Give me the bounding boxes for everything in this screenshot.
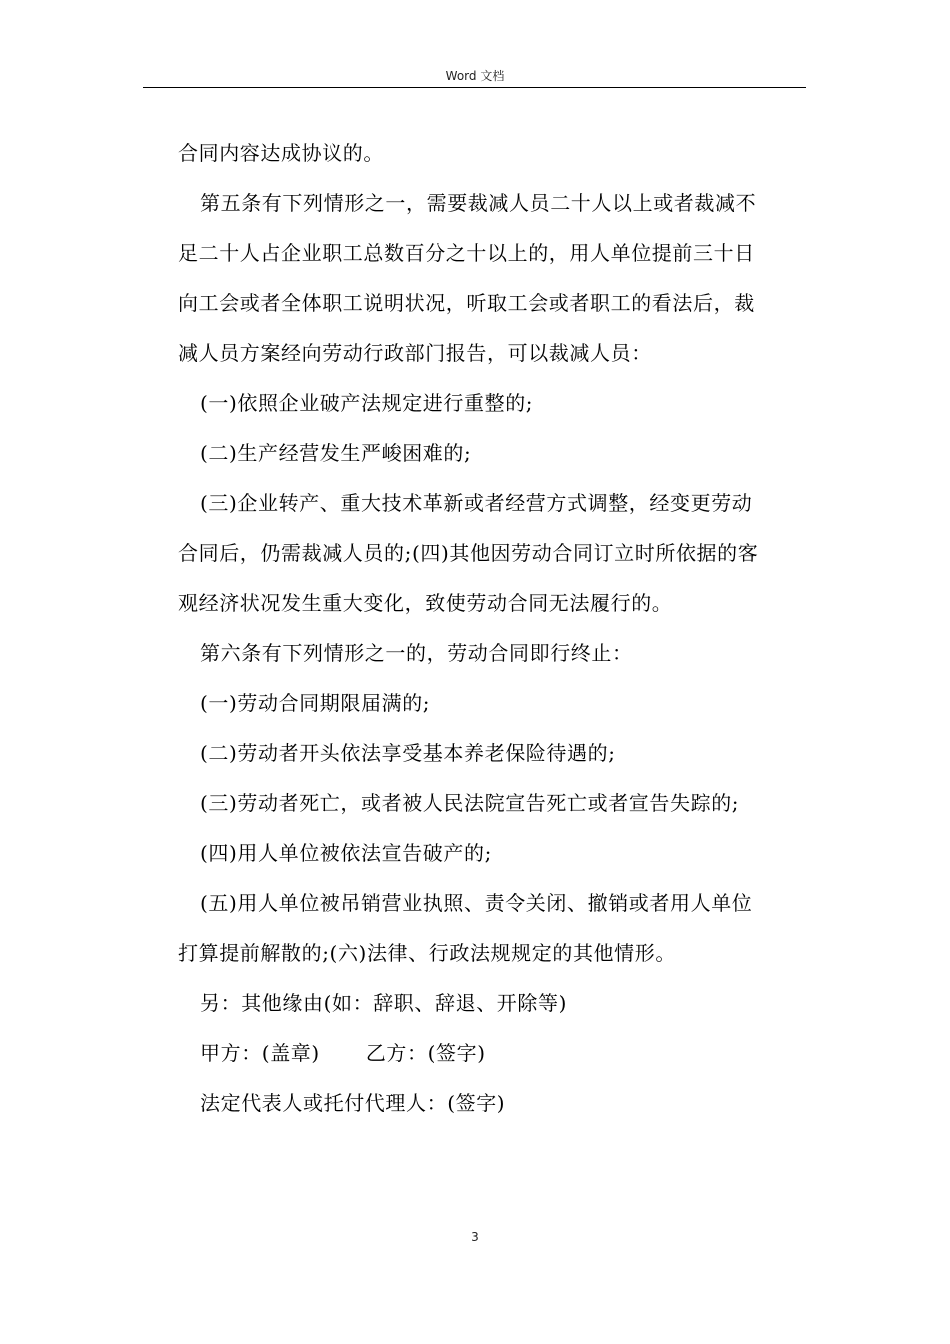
paragraph-line: (三)劳动者死亡，或者被人民法院宣告死亡或者宣告失踪的; [200, 791, 740, 815]
paragraph-line: 观经济状况发生重大变化，致使劳动合同无法履行的。 [178, 591, 673, 615]
party-a-signature: 甲方：(盖章) [200, 1041, 320, 1065]
paragraph-line: (二)生产经营发生严峻困难的; [200, 441, 472, 465]
signature-line [178, 1028, 804, 1078]
paragraph-line: 合同内容达成协议的。 [178, 141, 384, 165]
paragraph-line: (一)劳动合同期限届满的; [200, 691, 431, 715]
paragraph-line: 打算提前解散的;(六)法律、行政法规规定的其他情形。 [178, 941, 676, 965]
header-divider [143, 87, 806, 88]
page-number: 3 [471, 1230, 479, 1244]
paragraph-line: 减人员方案经向劳动行政部门报告，可以裁减人员： [178, 341, 652, 365]
document-body [178, 128, 804, 1128]
paragraph-line: 合同后，仍需裁减人员的;(四)其他因劳动合同订立时所依据的客 [178, 541, 759, 565]
paragraph-line: (一)依照企业破产法规定进行重整的; [200, 391, 534, 415]
paragraph-line: 足二十人占企业职工总数百分之十以上的，用人单位提前三十日 [178, 241, 755, 265]
paragraph-line: 向工会或者全体职工说明状况，听取工会或者职工的看法后，裁 [178, 291, 755, 315]
party-b-signature: 乙方：(签字) [365, 1041, 486, 1065]
representative-signature: 法定代表人或托付代理人：(签字) [200, 1091, 506, 1115]
paragraph-line: (二)劳动者开头依法享受基本养老保险待遇的; [200, 741, 616, 765]
page-header: Word 文档 [445, 69, 505, 83]
paragraph-line: 第六条有下列情形之一的，劳动合同即行终止： [200, 641, 633, 665]
paragraph-line: (五)用人单位被吊销营业执照、责令关闭、撤销或者用人单位 [200, 891, 753, 915]
paragraph-line: (四)用人单位被依法宣告破产的; [200, 841, 492, 865]
paragraph-line: (三)企业转产、重大技术革新或者经营方式调整，经变更劳动 [200, 491, 753, 515]
paragraph-line: 第五条有下列情形之一，需要裁减人员二十人以上或者裁减不 [200, 191, 757, 215]
paragraph-line: 另：其他缘由(如：辞职、辞退、开除等) [200, 991, 568, 1015]
